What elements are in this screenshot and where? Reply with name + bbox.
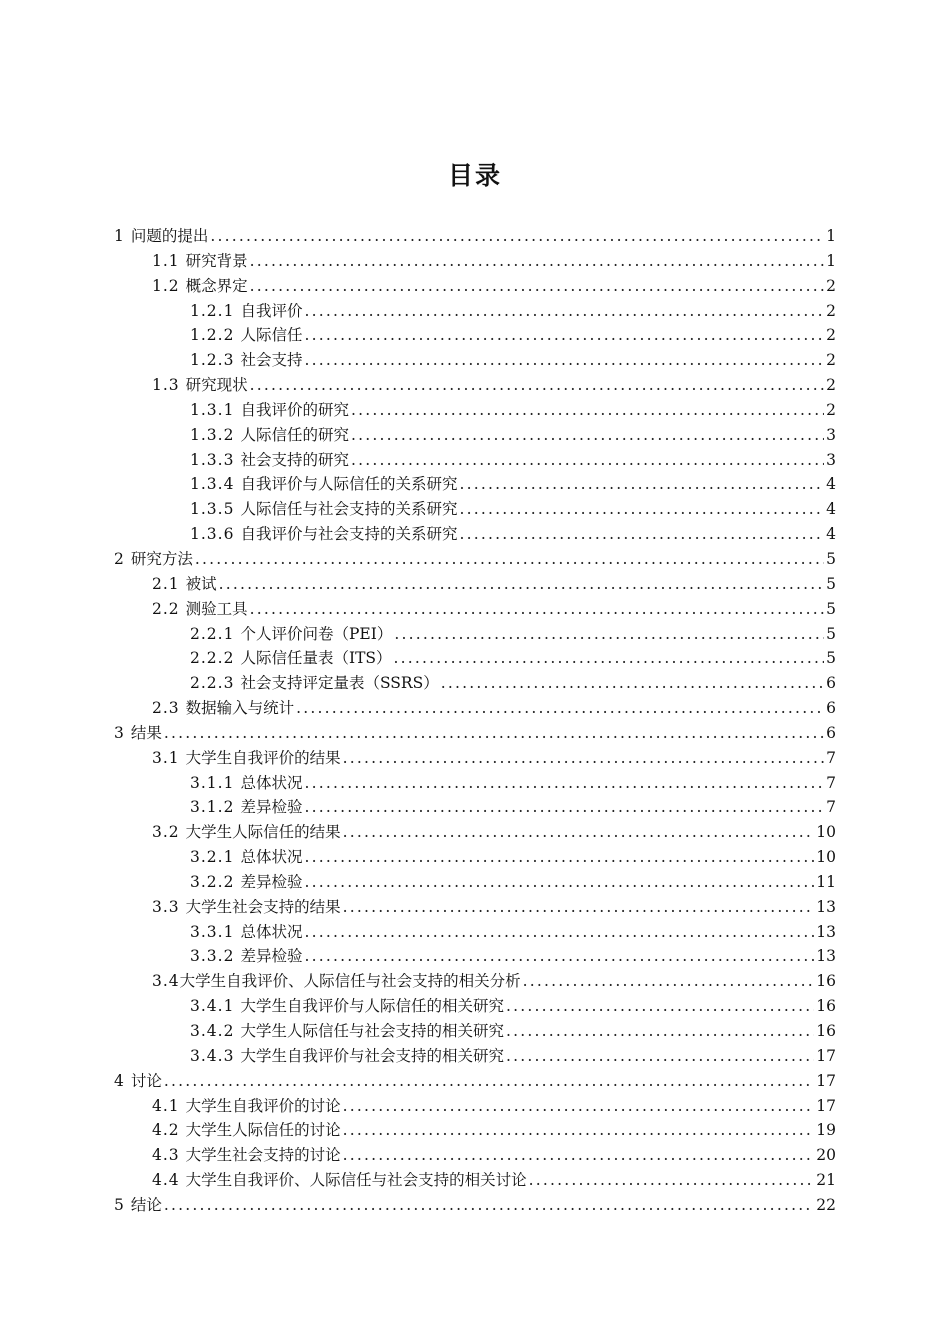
- toc-entry-label: 自我评价与人际信任的关系研究: [240, 475, 458, 494]
- toc-dot-leader: [351, 448, 824, 473]
- toc-entry-number: 1.3: [152, 376, 180, 395]
- toc-entry[interactable]: [114, 423, 836, 448]
- toc-entry-page: 16: [816, 1022, 836, 1040]
- toc-entry-label: 自我评价与社会支持的关系研究: [240, 525, 458, 544]
- toc-entry-page: 19: [816, 1121, 836, 1140]
- toc-entry[interactable]: [114, 1118, 836, 1143]
- toc-dot-leader: [459, 497, 824, 522]
- toc-entry-label: 大学生自我评价的讨论: [185, 1096, 341, 1115]
- toc-entry-label: 人际信任量表（ITS）: [240, 649, 392, 668]
- toc-entry-number: 1.3.4: [190, 475, 235, 494]
- toc-entry-number: 1.2: [152, 276, 180, 295]
- toc-entry[interactable]: [114, 771, 836, 796]
- toc-entry-number: 2.2.1: [190, 624, 235, 643]
- toc-entry[interactable]: [114, 895, 836, 920]
- toc-entry-page: 5: [826, 649, 836, 668]
- toc-entry-number: 3.2.2: [190, 872, 235, 891]
- toc-entry-number: 4.3: [152, 1146, 180, 1165]
- toc-entry-page: 2: [826, 376, 836, 395]
- toc-dot-leader: [343, 1143, 815, 1168]
- toc-entry[interactable]: [114, 969, 836, 994]
- toc-entry-number: 3.4.1: [190, 997, 235, 1016]
- toc-entry-number: 5: [114, 1195, 125, 1214]
- toc-entry-page: 20: [816, 1146, 836, 1165]
- toc-dot-leader: [304, 920, 814, 945]
- toc-entry-number: 2: [114, 549, 125, 568]
- toc-dot-leader: [250, 274, 824, 299]
- toc-entry[interactable]: [114, 224, 836, 249]
- toc-entry-page: 7: [826, 773, 836, 792]
- toc-entry-label: 讨论: [130, 1071, 162, 1090]
- toc-dot-leader: [304, 323, 824, 348]
- toc-entry-page: 17: [816, 1046, 836, 1065]
- toc-entry[interactable]: [114, 547, 836, 572]
- toc-dot-leader: [164, 721, 824, 746]
- toc-entry-number: 3.1.1: [190, 773, 235, 792]
- toc-entry[interactable]: [114, 721, 836, 746]
- toc-entry-label: 总体状况: [240, 922, 303, 941]
- toc-entry-label: 社会支持评定量表（SSRS）: [240, 674, 439, 693]
- toc-dot-leader: [343, 895, 815, 920]
- toc-entry-page: 10: [816, 848, 836, 867]
- toc-entry[interactable]: [114, 870, 836, 895]
- toc-entry-number: 3.4.2: [190, 1022, 235, 1040]
- toc-entry[interactable]: [114, 1193, 836, 1218]
- toc-entry-label: 大学生自我评价、人际信任与社会支持的相关讨论: [185, 1171, 527, 1190]
- toc-dot-leader: [351, 398, 824, 423]
- toc-entry-page: 16: [816, 997, 836, 1016]
- toc-entry-page: 5: [826, 624, 836, 643]
- toc-dot-leader: [394, 646, 825, 671]
- toc-title: 目录: [447, 161, 502, 190]
- toc-dot-leader: [304, 771, 824, 796]
- toc-dot-leader: [441, 671, 824, 696]
- toc-entry-label: 研究方法: [130, 549, 193, 568]
- toc-entry-page: 4: [826, 500, 836, 519]
- toc-entry-number: 3.3.1: [190, 922, 235, 941]
- toc-entry-page: 17: [816, 1071, 836, 1090]
- toc-entry[interactable]: [114, 622, 836, 647]
- toc-entry-number: 3.2: [152, 823, 180, 842]
- toc-entry-label: 大学生自我评价与社会支持的相关研究: [240, 1046, 504, 1065]
- toc-entry-page: 2: [826, 351, 836, 370]
- toc-entry[interactable]: [114, 1044, 836, 1069]
- toc-entry-number: 4.4: [152, 1171, 180, 1190]
- toc-entry-label: 总体状况: [240, 848, 303, 867]
- toc-entry-label: 人际信任与社会支持的关系研究: [240, 500, 458, 519]
- toc-entry-number: 3.4.3: [190, 1046, 235, 1065]
- toc-dot-leader: [304, 299, 824, 324]
- toc-entry-page: 21: [816, 1171, 836, 1190]
- toc-entry-page: 13: [816, 947, 836, 966]
- toc-entry-page: 5: [826, 599, 836, 618]
- toc-dot-leader: [529, 1168, 815, 1193]
- toc-entry-label: 结果: [130, 723, 162, 742]
- toc-dot-leader: [523, 969, 815, 994]
- toc-dot-leader: [304, 795, 824, 820]
- toc-entry-page: 13: [816, 922, 836, 941]
- toc-entry-number: 2.2.3: [190, 674, 235, 693]
- toc-entry-page: 6: [826, 699, 836, 718]
- toc-dot-leader: [304, 870, 814, 895]
- toc-entry-number: 1.3.5: [190, 500, 235, 519]
- toc-entry-label: 人际信任: [240, 326, 303, 345]
- toc-dot-leader: [351, 423, 824, 448]
- toc-dot-leader: [164, 1069, 814, 1094]
- toc-dot-leader: [506, 1044, 814, 1069]
- toc-dot-leader: [394, 622, 824, 647]
- toc-entry-number: 1.2.2: [190, 326, 235, 345]
- toc-entry-page: 11: [816, 872, 836, 891]
- toc-entry-page: 1: [826, 251, 836, 270]
- toc-entry-label: 概念界定: [185, 276, 248, 295]
- toc-entry[interactable]: [114, 373, 836, 398]
- toc-entry-label: 大学生人际信任的讨论: [185, 1121, 341, 1140]
- toc-entry-number: 2.3: [152, 699, 180, 718]
- toc-entry-label: 大学生社会支持的讨论: [185, 1146, 341, 1165]
- toc-dot-leader: [304, 845, 814, 870]
- toc-entry-page: 5: [826, 549, 836, 568]
- toc-entry[interactable]: [114, 522, 836, 547]
- toc-dot-leader: [459, 522, 824, 547]
- toc-dot-leader: [343, 746, 824, 771]
- toc-dot-leader: [506, 1019, 814, 1044]
- toc-entry-number: 2.2: [152, 599, 180, 618]
- toc-entry-number: 1.3.6: [190, 525, 235, 544]
- toc-dot-leader: [164, 1193, 814, 1218]
- toc-entry-label: 大学生自我评价、人际信任与社会支持的相关分析: [179, 972, 521, 991]
- toc-entry-label: 大学生社会支持的结果: [185, 897, 341, 916]
- toc-entry-label: 差异检验: [240, 947, 303, 966]
- table-of-contents: [114, 224, 836, 1218]
- toc-dot-leader: [304, 944, 814, 969]
- toc-dot-leader: [343, 1118, 815, 1143]
- toc-entry[interactable]: [114, 696, 836, 721]
- toc-entry-page: 4: [826, 525, 836, 544]
- toc-entry-label: 结论: [130, 1195, 162, 1214]
- toc-entry[interactable]: [114, 572, 836, 597]
- toc-entry[interactable]: [114, 1143, 836, 1168]
- toc-entry-label: 社会支持: [240, 351, 303, 370]
- toc-entry[interactable]: [114, 671, 836, 696]
- toc-entry[interactable]: [114, 323, 836, 348]
- toc-entry[interactable]: [114, 920, 836, 945]
- toc-dot-leader: [343, 820, 815, 845]
- toc-entry-number: 1.2.1: [190, 301, 235, 320]
- toc-entry-number: 2.2.2: [190, 649, 235, 668]
- toc-entry-page: 2: [826, 301, 836, 320]
- toc-entry-label: 大学生人际信任的结果: [185, 823, 341, 842]
- toc-entry-number: 3.1: [152, 748, 180, 767]
- toc-entry-label: 被试: [185, 574, 217, 593]
- toc-dot-leader: [210, 224, 824, 249]
- toc-entry-label: 问题的提出: [130, 227, 209, 245]
- toc-entry[interactable]: [114, 994, 836, 1019]
- toc-entry-page: 13: [816, 897, 836, 916]
- toc-entry-number: 4.1: [152, 1096, 180, 1115]
- toc-entry[interactable]: [114, 845, 836, 870]
- toc-entry-page: 5: [826, 574, 836, 593]
- toc-entry[interactable]: [114, 398, 836, 423]
- toc-entry-number: 1.1: [152, 251, 180, 270]
- toc-dot-leader: [296, 696, 824, 721]
- toc-dot-leader: [459, 472, 824, 497]
- toc-entry-page: 1: [826, 227, 836, 245]
- toc-entry-page: 2: [826, 276, 836, 295]
- toc-entry-page: 3: [826, 425, 836, 444]
- toc-entry-page: 6: [826, 674, 836, 693]
- toc-dot-leader: [343, 1094, 815, 1119]
- toc-entry[interactable]: [114, 746, 836, 771]
- toc-entry-label: 差异检验: [240, 798, 303, 817]
- toc-entry[interactable]: [114, 795, 836, 820]
- toc-entry-label: 个人评价问卷（PEI）: [240, 624, 393, 643]
- toc-entry-number: 3.2.1: [190, 848, 235, 867]
- toc-entry-number: 1.3.1: [190, 400, 235, 419]
- toc-entry-page: 4: [826, 475, 836, 494]
- toc-entry-page: 10: [816, 823, 836, 842]
- toc-entry-label: 数据输入与统计: [185, 699, 295, 718]
- toc-entry[interactable]: [114, 944, 836, 969]
- toc-entry-label: 研究背景: [185, 251, 248, 270]
- toc-entry-page: 3: [826, 450, 836, 469]
- toc-entry-number: 3.3: [152, 897, 180, 916]
- toc-entry-page: 22: [816, 1195, 836, 1214]
- toc-entry[interactable]: [114, 274, 836, 299]
- toc-entry-label: 研究现状: [185, 376, 248, 395]
- toc-entry-page: 7: [826, 748, 836, 767]
- toc-entry[interactable]: [114, 1069, 836, 1094]
- toc-entry[interactable]: [114, 249, 836, 274]
- toc-entry-label: 测验工具: [185, 599, 248, 618]
- toc-entry[interactable]: [114, 820, 836, 845]
- toc-entry-number: 2.1: [152, 574, 180, 593]
- toc-dot-leader: [195, 547, 824, 572]
- toc-entry-label: 自我评价: [240, 301, 303, 320]
- toc-entry[interactable]: [114, 1168, 836, 1193]
- toc-entry-label: 大学生人际信任与社会支持的相关研究: [240, 1022, 504, 1040]
- toc-entry-number: 3.1.2: [190, 798, 235, 817]
- toc-dot-leader: [250, 373, 824, 398]
- toc-entry[interactable]: [114, 497, 836, 522]
- toc-entry[interactable]: [114, 348, 836, 373]
- toc-entry-label: 差异检验: [240, 872, 303, 891]
- toc-entry-page: 6: [826, 723, 836, 742]
- toc-entry[interactable]: [114, 1094, 836, 1119]
- toc-entry-page: 16: [816, 972, 836, 991]
- toc-entry-number: 1.3.3: [190, 450, 235, 469]
- toc-entry-label: 自我评价的研究: [240, 400, 349, 419]
- toc-entry-number: 3.4: [152, 972, 180, 991]
- toc-dot-leader: [250, 249, 824, 274]
- toc-dot-leader: [304, 348, 824, 373]
- toc-dot-leader: [506, 994, 814, 1019]
- toc-entry[interactable]: [114, 299, 836, 324]
- toc-entry-number: 1.2.3: [190, 351, 235, 370]
- toc-entry[interactable]: [114, 472, 836, 497]
- toc-entry[interactable]: [114, 597, 836, 622]
- toc-entry[interactable]: [114, 448, 836, 473]
- toc-entry-number: 3: [114, 723, 125, 742]
- toc-entry-label: 社会支持的研究: [240, 450, 349, 469]
- toc-entry-page: 7: [826, 798, 836, 817]
- toc-entry-page: 2: [826, 326, 836, 345]
- toc-entry-label: 大学生自我评价的结果: [185, 748, 341, 767]
- toc-dot-leader: [219, 572, 824, 597]
- toc-dot-leader: [250, 597, 824, 622]
- toc-entry-page: 17: [816, 1096, 836, 1115]
- toc-entry[interactable]: [114, 1019, 836, 1044]
- toc-entry-number: 4: [114, 1071, 125, 1090]
- toc-entry-number: 1: [114, 227, 125, 245]
- toc-entry-label: 总体状况: [240, 773, 303, 792]
- toc-entry-number: 3.3.2: [190, 947, 235, 966]
- toc-entry-number: 1.3.2: [190, 425, 235, 444]
- toc-entry-page: 2: [826, 400, 836, 419]
- toc-entry-label: 大学生自我评价与人际信任的相关研究: [240, 997, 504, 1016]
- toc-entry[interactable]: [114, 646, 836, 671]
- toc-entry-number: 4.2: [152, 1121, 180, 1140]
- toc-entry-label: 人际信任的研究: [240, 425, 349, 444]
